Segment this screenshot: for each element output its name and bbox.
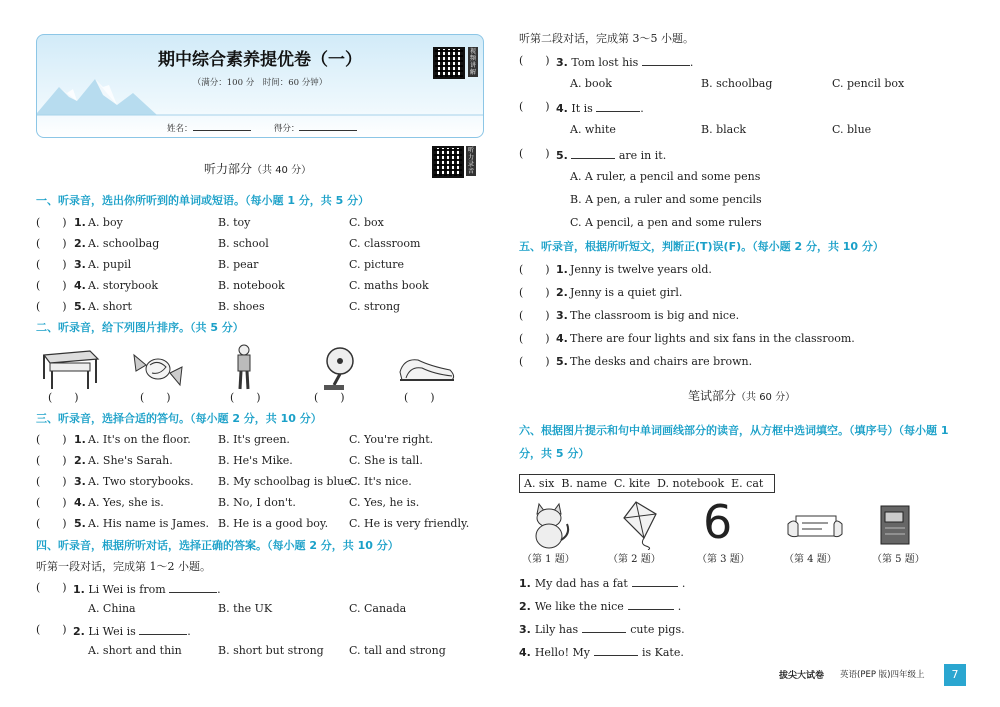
statement-text: Jenny is twelve years old. [570,263,712,276]
option-c[interactable]: C. It's nice. [349,475,412,488]
question-number: 4. [556,332,568,345]
answer-paren[interactable]: ( ) [140,391,171,404]
question-number: 4. [519,646,531,659]
shoes-picture [396,348,458,388]
option-a[interactable]: A. short and thin [88,644,182,657]
option-a[interactable]: A. short [88,300,132,313]
option-a[interactable]: A. She's Sarah. [88,454,173,467]
option-b[interactable]: B. He's Mike. [218,454,293,467]
question-number: 4. [74,279,86,292]
video-qr-code-icon[interactable] [433,47,465,79]
question-number: 3. [74,475,86,488]
answer-paren[interactable]: ( ) [36,279,67,292]
question-number: 2. [519,600,531,613]
audio-qr-code-icon[interactable] [432,146,464,178]
answer-paren[interactable]: ( ) [36,258,67,271]
section1-title: 一、听录音，选出你所听到的单词或短语。（每小题 1 分，共 5 分） [36,194,370,207]
sentence-end: is Kate. [642,646,684,659]
answer-blank[interactable] [594,644,638,656]
fill-sentence [519,621,685,637]
option-b[interactable]: B. toy [218,216,251,229]
question-stem: 3. Tom lost his . [556,56,694,69]
section5-title: 五、听录音，根据所听短文，判断正(T)误(F)。（每小题 2 分，共 10 分） [519,240,884,253]
sentence-end: cute pigs. [630,623,685,636]
option-a[interactable]: A. China [88,602,136,615]
picture-label: （第 1 题） [522,554,575,565]
statement-text: The classroom is big and nice. [570,309,740,322]
option-c[interactable]: C. classroom [349,237,421,250]
page-number: 7 [944,664,966,686]
sentence-end: . [677,600,682,613]
section2-title: 二、听录音，给下列图片排序。（共 5 分） [36,321,244,334]
option-b[interactable]: B. school [218,237,269,250]
picture-label: （第 4 题） [784,554,837,565]
fan-picture [318,345,358,393]
option-c[interactable]: C. Canada [349,602,407,615]
section6-title-line2: 分，共 5 分） [519,447,590,460]
option-c[interactable]: C. strong [349,300,401,313]
sentence-start: Hello! My [534,646,590,659]
dialog2-instruction: 听第二段对话，完成第 3～5 小题。 [519,32,694,45]
cat-picture [525,500,571,550]
option-a[interactable]: A. Two storybooks. [88,475,194,488]
option-c[interactable]: C. picture [349,258,405,271]
score-blank[interactable] [299,119,357,131]
footer-brand: 拔尖大试卷 [779,671,825,681]
word-option: A. six [524,477,555,490]
answer-paren[interactable]: ( ) [36,216,67,229]
dialog1-instruction: 听第一段对话，完成第 1～2 小题。 [36,560,211,573]
option-b[interactable]: B. My schoolbag is blue. [218,475,355,488]
answer-blank[interactable] [628,598,674,610]
word-options-box [519,474,775,493]
option-b[interactable]: B. short but strong [218,644,324,657]
answer-paren[interactable]: ( ) [36,433,67,446]
answer-paren[interactable]: ( ) [36,623,67,636]
option-c[interactable]: C. box [349,216,384,229]
question-stem: 1. Li Wei is from . [73,583,221,596]
sentence-end: . [681,577,686,590]
question-number: 1. [519,577,531,590]
question-number: 3. [519,623,531,636]
video-qr-label: 视频讲解 [469,48,476,76]
sentence-start: We like the nice [534,600,624,613]
answer-paren[interactable]: ( ) [36,454,67,467]
listening-heading: 听力部分（共 40 分） [204,162,312,176]
question-number: 2. [74,237,86,250]
option-b[interactable]: B. black [701,123,747,136]
option-a[interactable]: A. It's on the floor. [88,433,191,446]
answer-blank[interactable] [582,621,626,633]
statement-text: The desks and chairs are brown. [570,355,753,368]
number-six-picture: 6 [703,495,733,549]
answer-paren[interactable]: ( ) [314,391,345,404]
option-c[interactable]: C. tall and strong [349,644,446,657]
audio-qr-label: 听力录音 [467,147,474,175]
option-b[interactable]: B. schoolbag [701,77,773,90]
option-a[interactable]: A. A ruler, a pencil and some pens [570,170,761,183]
answer-paren[interactable]: ( ) [519,147,550,160]
answer-paren[interactable]: ( ) [230,391,261,404]
option-a[interactable]: A. storybook [88,279,159,292]
candy-picture [130,345,186,391]
page-title: 期中综合素养提优卷（一） [158,50,362,70]
question-number: 3. [74,258,86,271]
answer-paren[interactable]: ( ) [519,355,550,368]
option-c[interactable]: C. maths book [349,279,429,292]
option-b[interactable]: B. A pen, a ruler and some pencils [570,193,762,206]
question-stem: 5. are in it. [556,149,667,162]
statement-text: Jenny is a quiet girl. [570,286,683,299]
exam-subtitle: （满分：100 分 时间：60 分钟） [192,78,328,88]
name-card-picture [786,508,844,544]
score-label: 得分： [273,124,300,134]
option-c[interactable]: C. Yes, he is. [349,496,420,509]
answer-paren[interactable]: ( ) [519,309,550,322]
option-b[interactable]: B. No, I don't. [218,496,296,509]
answer-paren[interactable]: ( ) [519,100,550,113]
question-number: 1. [74,216,86,229]
kite-picture [614,500,664,550]
answer-paren[interactable]: ( ) [519,54,550,67]
option-c[interactable]: C. blue [832,123,872,136]
option-b[interactable]: B. pear [218,258,259,271]
word-option: B. name [561,477,607,490]
option-a[interactable]: A. pupil [88,258,132,271]
section4-title: 四、听录音，根据所听对话，选择正确的答案。（每小题 2 分，共 10 分） [36,539,399,552]
writing-heading: 笔试部分（共 60 分） [688,389,796,403]
option-a[interactable]: A. book [570,77,612,90]
fill-sentence [519,575,685,591]
option-a[interactable]: A. His name is James. [88,517,209,530]
statement-text: There are four lights and six fans in the classroom. [570,332,855,345]
option-c[interactable]: C. She is tall. [349,454,423,467]
option-b[interactable]: B. He is a good boy. [218,517,329,530]
answer-paren[interactable]: ( ) [519,263,550,276]
option-c[interactable]: C. A pencil, a pen and some rulers [570,216,762,229]
question-stem: 4. It is . [556,102,644,115]
answer-blank[interactable] [632,575,678,587]
answer-paren[interactable]: ( ) [36,237,67,250]
answer-paren[interactable]: ( ) [36,581,67,594]
answer-paren[interactable]: ( ) [36,517,67,530]
option-a[interactable]: A. schoolbag [88,237,160,250]
name-blank[interactable] [193,119,251,131]
picture-label: （第 5 题） [872,554,925,565]
question-number: 2. [74,454,86,467]
word-option: E. cat [731,477,764,490]
question-number: 3. [556,309,568,322]
answer-paren[interactable]: ( ) [404,391,435,404]
question-number: 1. [74,433,86,446]
question-number: 2. [556,286,568,299]
option-a[interactable]: A. boy [88,216,123,229]
fill-sentence [519,598,681,614]
desk-picture [40,345,100,391]
picture-label: （第 2 题） [608,554,661,565]
question-number: 4. [74,496,86,509]
option-b[interactable]: B. shoes [218,300,265,313]
option-c[interactable]: C. He is very friendly. [349,517,470,530]
word-option: C. kite [613,477,651,490]
option-b[interactable]: B. It's green. [218,433,290,446]
footer-subject: 英语(PEP 版)四年级上 [840,670,925,680]
sentence-start: Lily has [534,623,579,636]
header-banner [36,34,484,138]
boy-picture [232,343,256,393]
option-c[interactable]: C. pencil box [832,77,905,90]
answer-paren[interactable]: ( ) [48,391,79,404]
section6-title-line1: 六、根据图片提示和句中单词画线部分的读音，从方框中选词填空。（填序号）（每小题 1 [519,424,949,437]
answer-paren[interactable]: ( ) [36,300,67,313]
answer-paren[interactable]: ( ) [519,332,550,345]
sentence-start: My dad has a fat [534,577,628,590]
question-number: 1. [556,263,568,276]
option-c[interactable]: C. You're right. [349,433,434,446]
answer-paren[interactable]: ( ) [519,286,550,299]
answer-paren[interactable]: ( ) [36,475,67,488]
option-b[interactable]: B. notebook [218,279,285,292]
option-a[interactable]: A. white [570,123,616,136]
name-score-row [167,119,357,135]
section3-title: 三、听录音，选择合适的答句。（每小题 2 分，共 10 分） [36,412,322,425]
question-number: 5. [74,517,86,530]
question-number: 5. [556,355,568,368]
option-b[interactable]: B. the UK [218,602,273,615]
answer-paren[interactable]: ( ) [36,496,67,509]
picture-label: （第 3 题） [697,554,750,565]
question-number: 5. [74,300,86,313]
question-stem: 2. Li Wei is . [73,625,191,638]
notebook-picture [875,504,915,548]
name-label: 姓名： [167,124,193,134]
fill-sentence [519,644,684,660]
option-a[interactable]: A. Yes, she is. [88,496,164,509]
word-option: D. notebook [657,477,725,490]
